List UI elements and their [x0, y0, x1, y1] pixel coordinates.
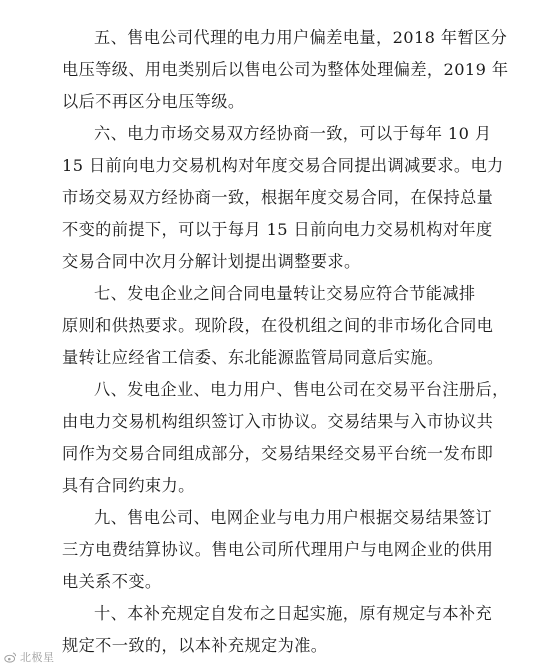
paragraph-item-7: [62, 278, 494, 374]
paragraph-line: 量转让应经省工信委、东北能源监管局同意后实施。: [62, 348, 444, 367]
paragraph-item-8: [62, 374, 509, 502]
paragraph-line: 五、售电公司代理的电力用户偏差电量，2018 年暂区分: [94, 28, 508, 47]
paragraph-line: 九、售电公司、电网企业与电力用户根据交易结果签订: [94, 508, 493, 527]
paragraph-line: 六、电力市场交易双方经协商一致，可以于每年 10 月: [94, 124, 492, 143]
watermark-text: 北极星: [20, 651, 55, 664]
paragraph-line: 八、发电企业、电力用户、售电公司在交易平台注册后，: [94, 380, 509, 399]
paragraph-line: 规定不一致的，以本补充规定为准。: [62, 636, 328, 655]
paragraph-line: 十、本补充规定自发布之日起实施，原有规定与本补充: [94, 604, 493, 623]
watermark: [4, 649, 55, 665]
paragraph-line: 由电力交易机构组织签订入市协议。交易结果与入市协议共: [62, 412, 494, 431]
paragraph-line: 交易合同中次月分解计划提出调整要求。: [62, 252, 361, 271]
paragraph-line: 以后不再区分电压等级。: [62, 92, 245, 111]
paragraph-item-9: [62, 502, 494, 598]
paragraph-line: 七、发电企业之间合同电量转让交易应符合节能减排: [94, 284, 476, 303]
paragraph-line: 三方电费结算协议。售电公司所代理用户与电网企业的供用: [62, 540, 494, 559]
paragraph-item-5: [62, 22, 509, 118]
paragraph-item-10: [62, 598, 493, 662]
paragraph-line: 市场交易双方经协商一致，根据年度交易合同，在保持总量: [62, 188, 494, 207]
paragraph-line: 同作为交易合同组成部分，交易结果经交易平台统一发布即: [62, 444, 494, 463]
paragraph-line: 电压等级、用电类别后以售电公司为整体处理偏差，2019 年: [62, 60, 509, 79]
paragraph-line: 具有合同约束力。: [62, 476, 195, 495]
paragraph-line: 15 日前向电力交易机构对年度交易合同提出调减要求。电力: [62, 156, 504, 175]
paragraph-line: 不变的前提下，可以于每月 15 日前向电力交易机构对年度: [62, 220, 493, 239]
paragraph-line: 原则和供热要求。现阶段，在役机组之间的非市场化合同电: [62, 316, 494, 335]
weibo-icon: [4, 651, 17, 664]
paragraph-line: 电关系不变。: [62, 572, 162, 591]
paragraph-item-6: [62, 118, 504, 278]
